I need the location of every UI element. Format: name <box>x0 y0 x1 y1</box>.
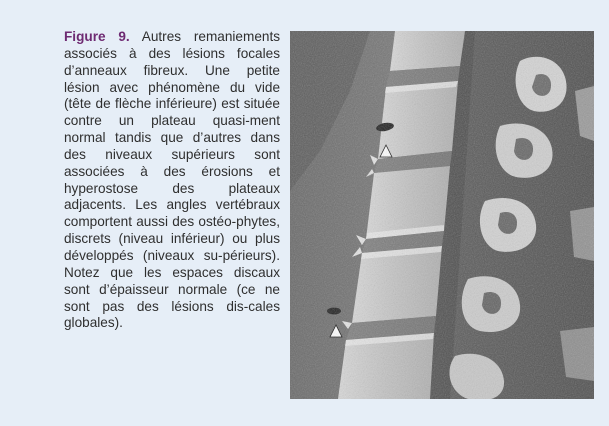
ct-spine-sagittal-icon <box>290 31 594 399</box>
figure-caption-text: Autres remaniements associés à des lésions focales d’anneaux fibreux. Une petite lésion avec phénomène du vide (tête de flèche inférieure) est située contre un plateau quasi-ment normal tandis que d’autres dans des niveaux supérieurs sont associées à des érosions et hyperostose des plateaux adjacents. Les angles vertébraux comportent aussi des ostéo-phytes, discrets (niveau inférieur) ou plus développés (niveaux su-périeurs). Notez que les espaces discaux sont d’épaisseur normale (ce ne sont pas des lésions dis-cales globales). <box>64 29 281 331</box>
figure-caption <box>64 29 280 332</box>
figure-label: Figure 9. <box>64 29 130 44</box>
ct-spine-image <box>290 31 594 399</box>
